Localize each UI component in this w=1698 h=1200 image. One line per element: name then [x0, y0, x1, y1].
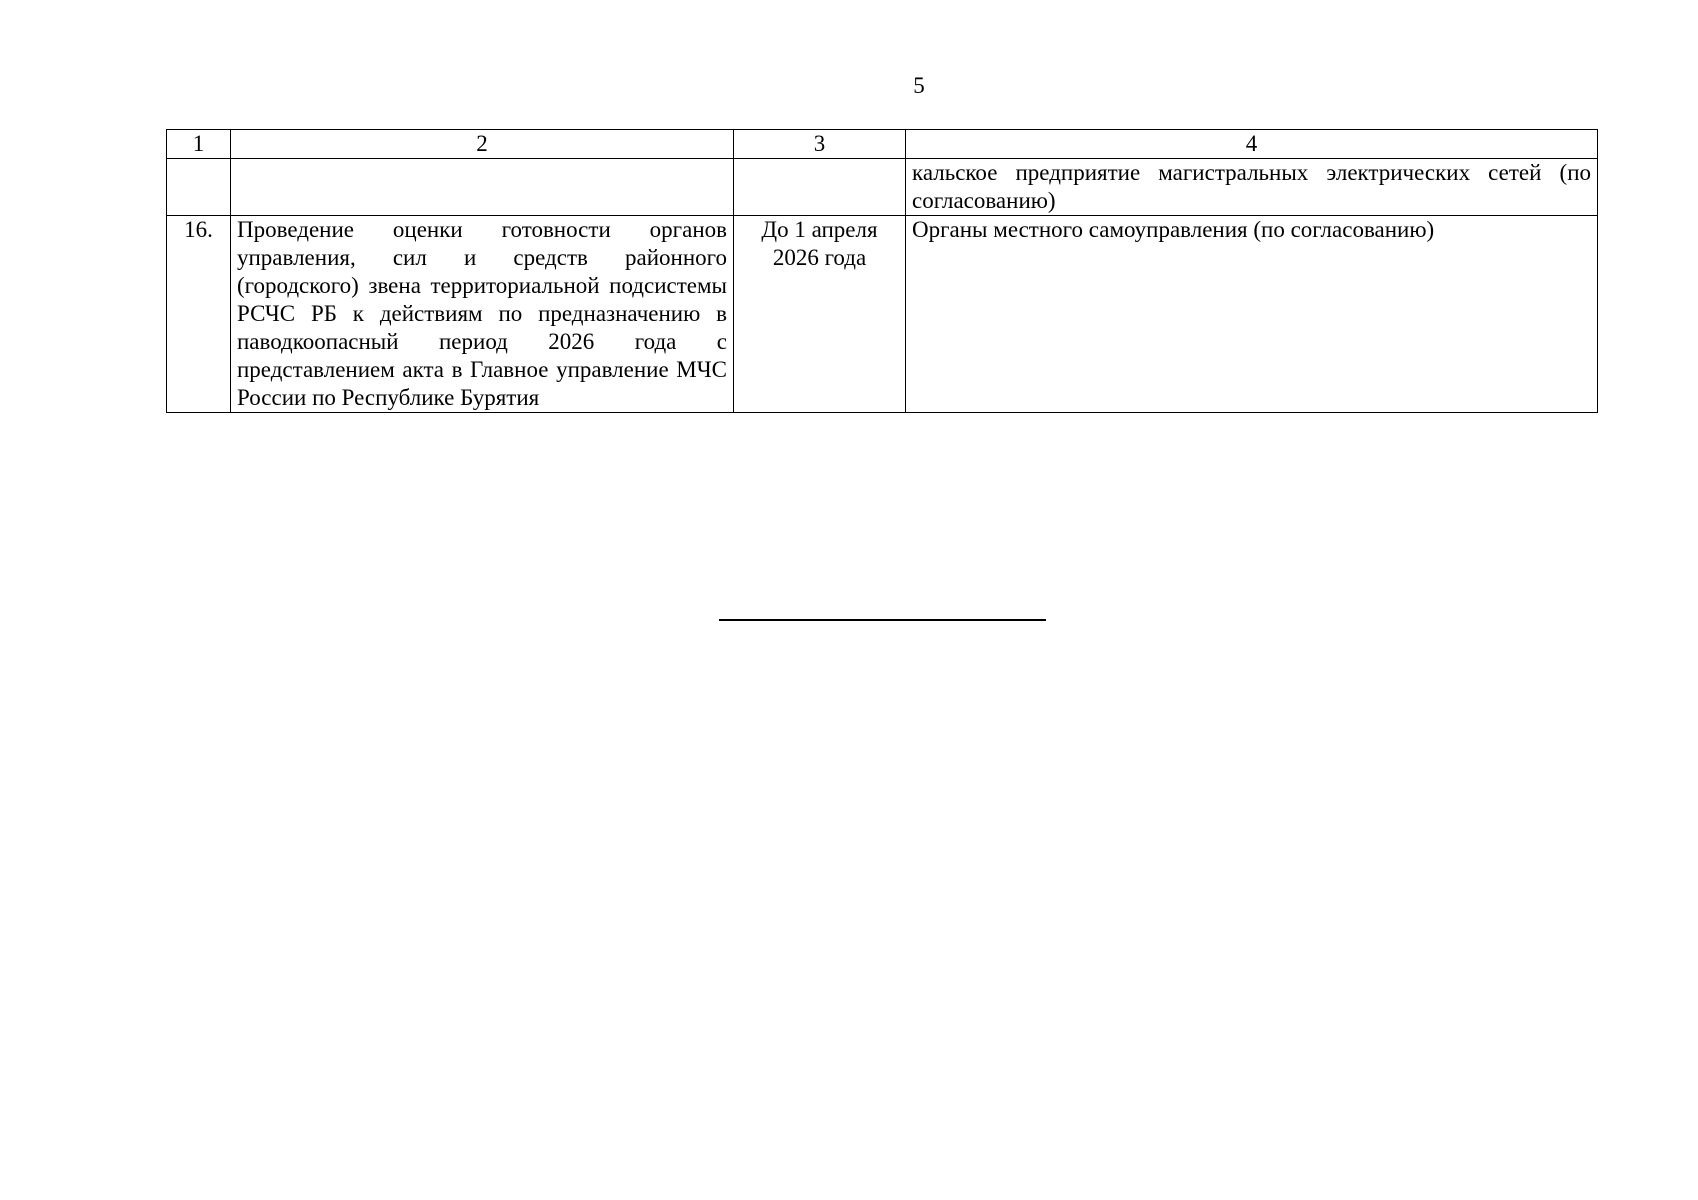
- page-number: 5: [913, 73, 925, 98]
- deadline-cell: [734, 159, 906, 216]
- column-number-3: 3: [734, 130, 906, 159]
- responsible-cell: Органы местного самоуправления (по согласованию): [906, 216, 1598, 413]
- table-header-row: [167, 130, 1598, 159]
- plan-table: [166, 129, 1598, 413]
- table-row: [167, 159, 1598, 216]
- responsible-cell: кальское предприятие магистральных электрических сетей (по согласованию): [906, 159, 1598, 216]
- row-number-cell: 16.: [167, 216, 231, 413]
- table-row: [167, 216, 1598, 413]
- column-number-4: 4: [906, 130, 1598, 159]
- row-number-cell: [167, 159, 231, 216]
- column-number-1: 1: [167, 130, 231, 159]
- column-number-2: 2: [231, 130, 734, 159]
- measure-description-cell: Проведение оценки готовности органов управления, сил и средств районного (городского) звена территориальной подсистемы РСЧС РБ к действиям по предназначению в паводкоопасный период 2026 года с представлением акта в Главное управление МЧС России по Республике Бурятия: [231, 216, 734, 413]
- deadline-cell: До 1 апреля 2026 года: [734, 216, 906, 413]
- measure-description-cell: [231, 159, 734, 216]
- end-of-document-rule: [719, 619, 1046, 621]
